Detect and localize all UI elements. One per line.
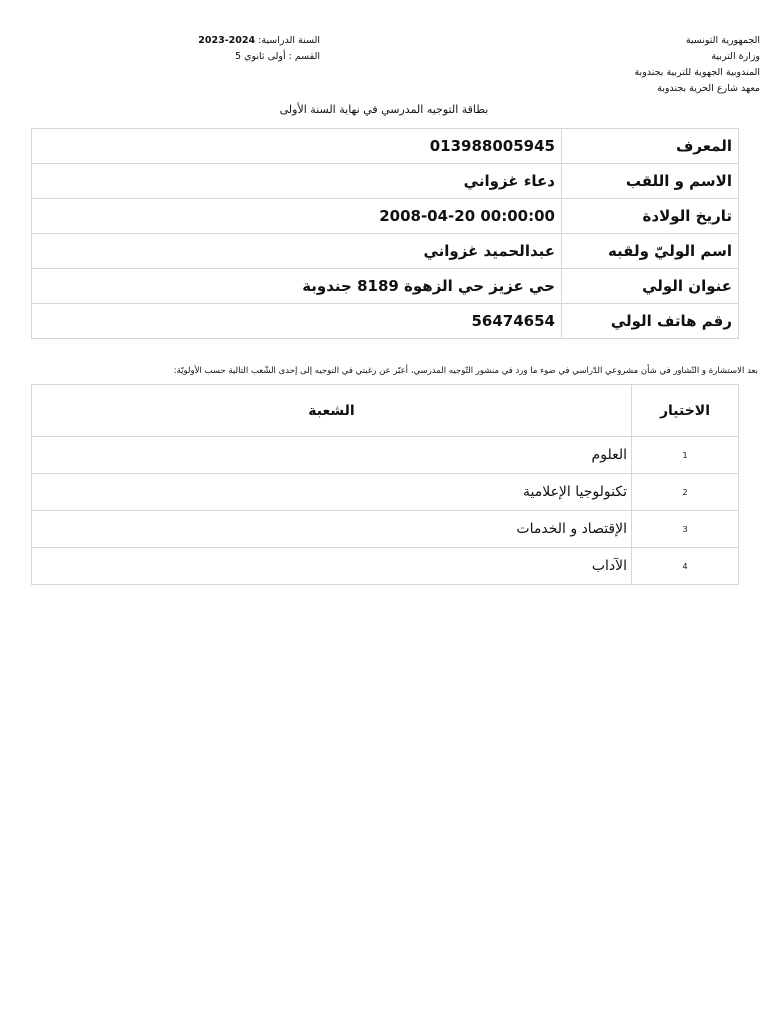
birth-date-value: 2008-04-20 00:00:00 — [32, 199, 562, 234]
republic-line: الجمهورية التونسية — [685, 35, 760, 46]
school-year-label: السنة الدراسية: — [258, 35, 320, 46]
id-label: المعرف — [562, 129, 739, 164]
guardian-phone-label: رقم هاتف الولي — [562, 304, 739, 339]
guardian-address-value: حي عزيز حي الزهوة 8189 جندوبة — [32, 269, 562, 304]
class-line — [120, 49, 320, 65]
table-row — [32, 269, 739, 304]
school-year-value: 2023-2024 — [198, 35, 256, 46]
ministry-line: وزارة التربية — [711, 51, 760, 62]
class-value: أولى ثانوي 5 — [234, 51, 286, 62]
guardian-name-label: اسم الوليّ ولقبه — [562, 234, 739, 269]
id-value: 013988005945 — [32, 129, 562, 164]
stream-column-header: الشعبة — [32, 385, 632, 437]
table-row — [32, 234, 739, 269]
document-title: بطاقة التوجيه المدرسي في نهاية السنة الأولى — [279, 103, 489, 116]
table-row — [32, 129, 739, 164]
guardian-address-label: عنوان الولي — [562, 269, 739, 304]
table-row — [32, 164, 739, 199]
stream-name: الآداب — [32, 548, 632, 585]
table-header-row — [32, 385, 739, 437]
student-info-table — [31, 128, 739, 339]
table-row — [32, 548, 739, 585]
guardian-name-value: عبدالحميد غزواني — [32, 234, 562, 269]
table-row — [32, 199, 739, 234]
birth-date-label: تاريخ الولادة — [562, 199, 739, 234]
table-row — [32, 304, 739, 339]
choice-number: 4 — [632, 548, 739, 585]
name-value: دعاء غزواني — [32, 164, 562, 199]
stream-choices-table — [31, 384, 739, 585]
guardian-phone-value: 56474654 — [32, 304, 562, 339]
choice-number: 2 — [632, 474, 739, 511]
choice-number: 3 — [632, 511, 739, 548]
stream-name: الإقتصاد و الخدمات — [32, 511, 632, 548]
orientation-note: بعد الاستشارة و التّشاور في شأن مشروعي الدّراسي في ضوء ما ورد في منشور التّوجيه المدرسي، أعبّر عن رغبتي في التوجيه إلى إحدى الشّعب التالية حسب الأولويّة: — [173, 366, 758, 376]
stream-name: تكنولوجيا الإعلامية — [32, 474, 632, 511]
class-label: القسم : — [288, 51, 320, 62]
stream-name: العلوم — [32, 437, 632, 474]
choice-column-header: الاختيار — [632, 385, 739, 437]
year-class-header — [120, 33, 320, 65]
table-row — [32, 511, 739, 548]
regional-office-line: المندوبية الجهوية للتربية بجندوبة — [634, 67, 760, 78]
name-label: الاسم و اللقب — [562, 164, 739, 199]
choice-number: 1 — [632, 437, 739, 474]
school-line: معهد شارع الحرية بجندوبة — [657, 83, 760, 94]
table-row — [32, 437, 739, 474]
institution-header — [500, 33, 760, 97]
table-row — [32, 474, 739, 511]
school-year-line — [120, 33, 320, 49]
